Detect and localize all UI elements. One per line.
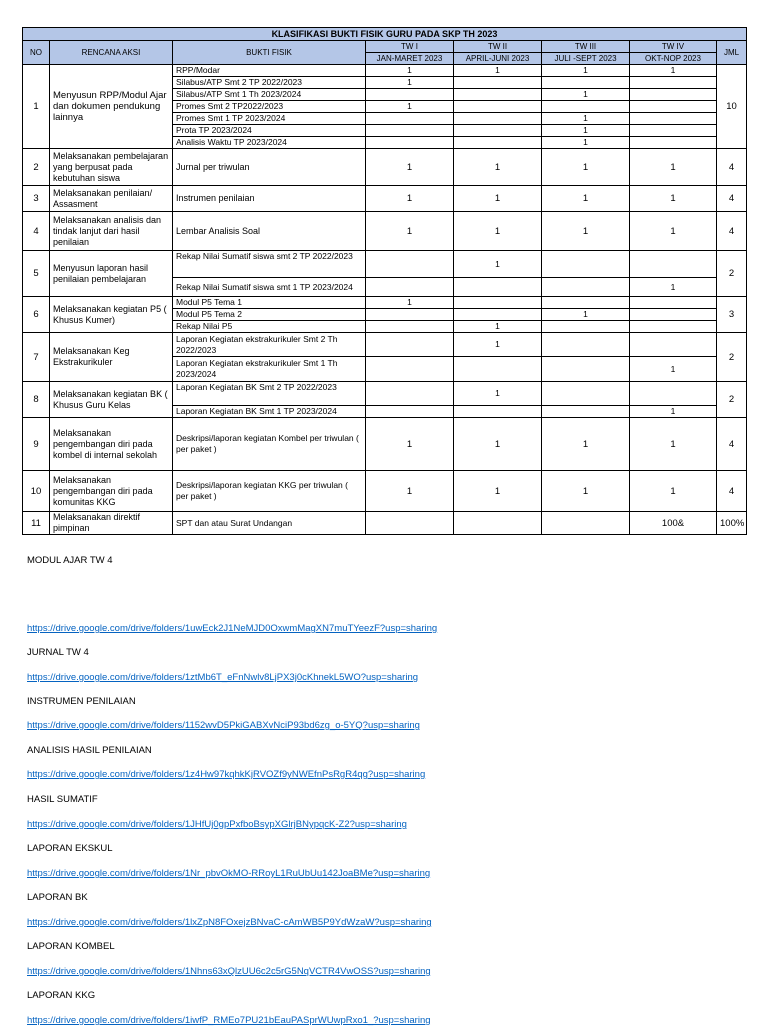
bukti-fisik: Laporan Kegiatan BK Smt 1 TP 2023/2024 [173,406,366,418]
label-laporan-bk: LAPORAN BK [27,892,88,903]
tw1-value [366,357,454,382]
row-number: 3 [23,186,50,212]
label-hasil-sumatif: HASIL SUMATIF [27,794,98,805]
row-number: 11 [23,512,50,535]
tw3-value [542,278,630,297]
bukti-fisik: Modul P5 Tema 2 [173,309,366,321]
tw2-value [454,137,542,149]
tw2-value [454,406,542,418]
row-number: 10 [23,471,50,512]
tw1-value [366,512,454,535]
tw1-value [366,321,454,333]
header-tw4-period: OKT-NOP 2023 [630,53,717,65]
header-tw2: TW II [454,41,542,53]
table-row [23,251,747,278]
bukti-fisik: Laporan Kegiatan ekstrakurikuler Smt 1 Th 2023/2024 [173,357,366,382]
tw2-value: 1 [454,418,542,471]
rencana-aksi: Melaksanakan Keg Ekstrakurikuler [50,333,173,382]
footer-note: MODUL AJAR TW 4 [27,555,113,566]
tw2-value [454,77,542,89]
tw1-value [366,251,454,278]
tw4-value: 1 [630,149,717,186]
bukti-fisik: Deskripsi/laporan kegiatan Kombel per triwulan ( per paket ) [173,418,366,471]
tw2-value: 1 [454,186,542,212]
row-number: 8 [23,382,50,418]
jml-value: 4 [717,471,747,512]
row-number: 5 [23,251,50,297]
rencana-aksi: Melaksanakan penilaian/ Assasment [50,186,173,212]
tw2-value: 1 [454,321,542,333]
rencana-aksi: Melaksanakan pengembangan diri pada kombel di internal sekolah [50,418,173,471]
rencana-aksi: Menyusun RPP/Modul Ajar dan dokumen pendukung lainnya [50,65,173,149]
tw1-value: 1 [366,471,454,512]
tw4-value [630,125,717,137]
row-number: 9 [23,418,50,471]
label-laporan-kkg: LAPORAN KKG [27,990,96,1001]
tw4-value [630,333,717,357]
label-instrumen-penilaian: INSTRUMEN PENILAIAN [27,696,136,707]
bukti-fisik: Promes Smt 1 TP 2023/2024 [173,113,366,125]
tw1-value: 1 [366,149,454,186]
row-number: 4 [23,212,50,251]
skp-classification-table [22,27,747,535]
tw1-value [366,137,454,149]
tw3-value [542,101,630,113]
tw4-value: 1 [630,65,717,77]
tw3-value: 1 [542,471,630,512]
tw1-value [366,113,454,125]
link-analisis-hasil[interactable]: https://drive.google.com/drive/folders/1z4Hw97kqhkKjRVOZf9yNWEfnPsRgR4qg?usp=sharing [27,769,426,780]
tw3-value: 1 [542,149,630,186]
bukti-fisik: Rekap Nilai Sumatif siswa smt 1 TP 2023/2024 [173,278,366,297]
tw3-value: 1 [542,418,630,471]
table-row [23,382,747,406]
rencana-aksi: Melaksanakan pembelajaran yang berpusat pada kebutuhan siswa [50,149,173,186]
link-jurnal[interactable]: https://drive.google.com/drive/folders/1ztMb6T_eFnNwlv8LjPX3j0cKhnekL5WO?usp=sharing [27,672,419,683]
jml-value: 10 [717,65,747,149]
bukti-fisik: Analisis Waktu TP 2023/2024 [173,137,366,149]
bukti-fisik: Prota TP 2023/2024 [173,125,366,137]
table-row [23,149,747,186]
tw1-value: 1 [366,418,454,471]
rencana-aksi: Melaksanakan kegiatan P5 ( Khusus Kumer) [50,297,173,333]
tw4-value [630,137,717,149]
bukti-fisik: Modul P5 Tema 1 [173,297,366,309]
link-laporan-bk[interactable]: https://drive.google.com/drive/folders/1lxZpN8FOxejzBNvaC-cAmWB5P9YdWzaW?usp=sharing [27,917,432,928]
tw3-value: 1 [542,65,630,77]
tw2-value [454,512,542,535]
tw4-value [630,89,717,101]
header-tw2-period: APRIL-JUNI 2023 [454,53,542,65]
header-jml: JML [717,41,747,65]
tw3-value: 1 [542,186,630,212]
tw2-value: 1 [454,212,542,251]
tw2-value: 1 [454,149,542,186]
jml-value: 4 [717,149,747,186]
rencana-aksi: Melaksanakan kegiatan BK ( Khusus Guru Kelas [50,382,173,418]
rencana-aksi: Melaksanakan direktif pimpinan [50,512,173,535]
jml-value: 2 [717,333,747,382]
tw3-value: 1 [542,113,630,125]
tw4-value [630,382,717,406]
table-row [23,186,747,212]
row-number: 7 [23,333,50,382]
tw2-value [454,125,542,137]
tw4-value [630,321,717,333]
tw3-value [542,77,630,89]
bukti-fisik: Laporan Kegiatan BK Smt 2 TP 2022/2023 [173,382,366,406]
tw3-value: 1 [542,309,630,321]
label-jurnal: JURNAL TW 4 [27,647,89,658]
table-title: KLASIFIKASI BUKTI FISIK GURU PADA SKP TH 2023 [23,28,747,41]
tw4-value: 1 [630,418,717,471]
tw1-value: 1 [366,297,454,309]
header-row [23,41,747,53]
bukti-fisik: Deskripsi/laporan kegiatan KKG per triwulan ( per paket ) [173,471,366,512]
tw3-value: 1 [542,89,630,101]
table-row [23,418,747,471]
header-tw1: TW I [366,41,454,53]
tw1-value [366,309,454,321]
tw4-value [630,251,717,278]
tw1-value [366,278,454,297]
table-row [23,297,747,309]
tw2-value: 1 [454,333,542,357]
tw3-value [542,512,630,535]
tw2-value [454,357,542,382]
bukti-fisik: Instrumen penilaian [173,186,366,212]
tw3-value: 1 [542,212,630,251]
tw3-value [542,333,630,357]
link-laporan-ekskul[interactable]: https://drive.google.com/drive/folders/1Nr_pbvOkMO-RRoyL1RuUbUu142JoaBMe?usp=sharing [27,868,431,879]
tw2-value [454,297,542,309]
bukti-fisik: Silabus/ATP Smt 1 Th 2023/2024 [173,89,366,101]
bukti-fisik: Lembar Analisis Soal [173,212,366,251]
jml-value: 4 [717,212,747,251]
header-no: NO [23,41,50,65]
tw4-value: 1 [630,186,717,212]
tw1-value [366,125,454,137]
row-number: 6 [23,297,50,333]
link-hasil-sumatif[interactable]: https://drive.google.com/drive/folders/1JHfUj0gpPxfboBsypXGlrjBNypqcK-Z2?usp=sharing [27,819,407,830]
bukti-fisik: Jurnal per triwulan [173,149,366,186]
header-tw4: TW IV [630,41,717,53]
tw2-value: 1 [454,471,542,512]
table-row [23,512,747,535]
tw1-value: 1 [366,65,454,77]
rencana-aksi: Melaksanakan analisis dan tindak lanjut dari hasil penilaian [50,212,173,251]
jml-value: 3 [717,297,747,333]
tw4-value [630,77,717,89]
bukti-fisik: RPP/Modar [173,65,366,77]
table-row [23,212,747,251]
tw1-value: 1 [366,101,454,113]
link-modul-ajar[interactable]: https://drive.google.com/drive/folders/1uwEck2J1NeMJD0OxwmMagXN7muTYeezF?usp=sharing [27,623,438,634]
tw3-value [542,297,630,309]
rencana-aksi: Melaksanakan pengembangan diri pada komunitas KKG [50,471,173,512]
tw3-value [542,321,630,333]
table-row [23,333,747,357]
tw4-value [630,309,717,321]
tw2-value [454,101,542,113]
row-number: 2 [23,149,50,186]
jml-value: 4 [717,186,747,212]
link-laporan-kkg[interactable]: https://drive.google.com/drive/folders/1iwfP_RMEo7PU21bEauPASprWUwpRxo1_?usp=sharing [27,1015,431,1026]
tw1-value [366,382,454,406]
jml-value: 100% [717,512,747,535]
bukti-fisik: Rekap Nilai P5 [173,321,366,333]
tw3-value [542,357,630,382]
tw3-value: 1 [542,125,630,137]
table-row [23,65,747,77]
jml-value: 2 [717,251,747,297]
link-instrumen-penilaian[interactable]: https://drive.google.com/drive/folders/1152wvD5PkiGABXvNciP93bd6zg_o-5YQ?usp=sharing [27,720,420,731]
tw1-value: 1 [366,77,454,89]
bukti-fisik: SPT dan atau Surat Undangan [173,512,366,535]
header-bukti-fisik: BUKTI FISIK [173,41,366,65]
row-number: 1 [23,65,50,149]
tw3-value [542,251,630,278]
header-tw1-period: JAN-MARET 2023 [366,53,454,65]
tw2-value: 1 [454,65,542,77]
tw3-value [542,406,630,418]
bukti-fisik: Silabus/ATP Smt 2 TP 2022/2023 [173,77,366,89]
jml-value: 4 [717,418,747,471]
tw3-value [542,382,630,406]
tw2-value [454,278,542,297]
tw2-value: 1 [454,382,542,406]
header-tw3-period: JULI -SEPT 2023 [542,53,630,65]
table-title-row [23,28,747,41]
header-tw3: TW III [542,41,630,53]
tw2-value [454,113,542,125]
bukti-fisik: Laporan Kegiatan ekstrakurikuler Smt 2 Th 2022/2023 [173,333,366,357]
tw4-value: 1 [630,471,717,512]
label-laporan-ekskul: LAPORAN EKSKUL [27,843,113,854]
tw4-value: 1 [630,212,717,251]
tw4-value [630,113,717,125]
tw2-value [454,89,542,101]
tw2-value [454,309,542,321]
link-laporan-kombel[interactable]: https://drive.google.com/drive/folders/1Nhns63xQlzUU6c2c5rG5NqVCTR4VwOSS?usp=sharing [27,966,431,977]
tw1-value: 1 [366,212,454,251]
jml-value: 2 [717,382,747,418]
bukti-fisik: Promes Smt 2 TP2022/2023 [173,101,366,113]
tw4-value [630,101,717,113]
tw3-value: 1 [542,137,630,149]
tw1-value: 1 [366,186,454,212]
tw1-value [366,333,454,357]
label-analisis-hasil: ANALISIS HASIL PENILAIAN [27,745,152,756]
table-row [23,471,747,512]
tw4-value [630,297,717,309]
tw4-value: 1 [630,406,717,418]
tw4-value: 1 [630,278,717,297]
tw4-value: 1 [630,357,717,382]
tw2-value: 1 [454,251,542,278]
tw4-value: 100& [630,512,717,535]
tw1-value [366,406,454,418]
rencana-aksi: Menyusun laporan hasil penilaian pembelajaran [50,251,173,297]
header-rencana-aksi: RENCANA AKSI [50,41,173,65]
tw1-value [366,89,454,101]
bukti-fisik: Rekap Nilai Sumatif siswa smt 2 TP 2022/2023 [173,251,366,278]
label-laporan-kombel: LAPORAN KOMBEL [27,941,115,952]
